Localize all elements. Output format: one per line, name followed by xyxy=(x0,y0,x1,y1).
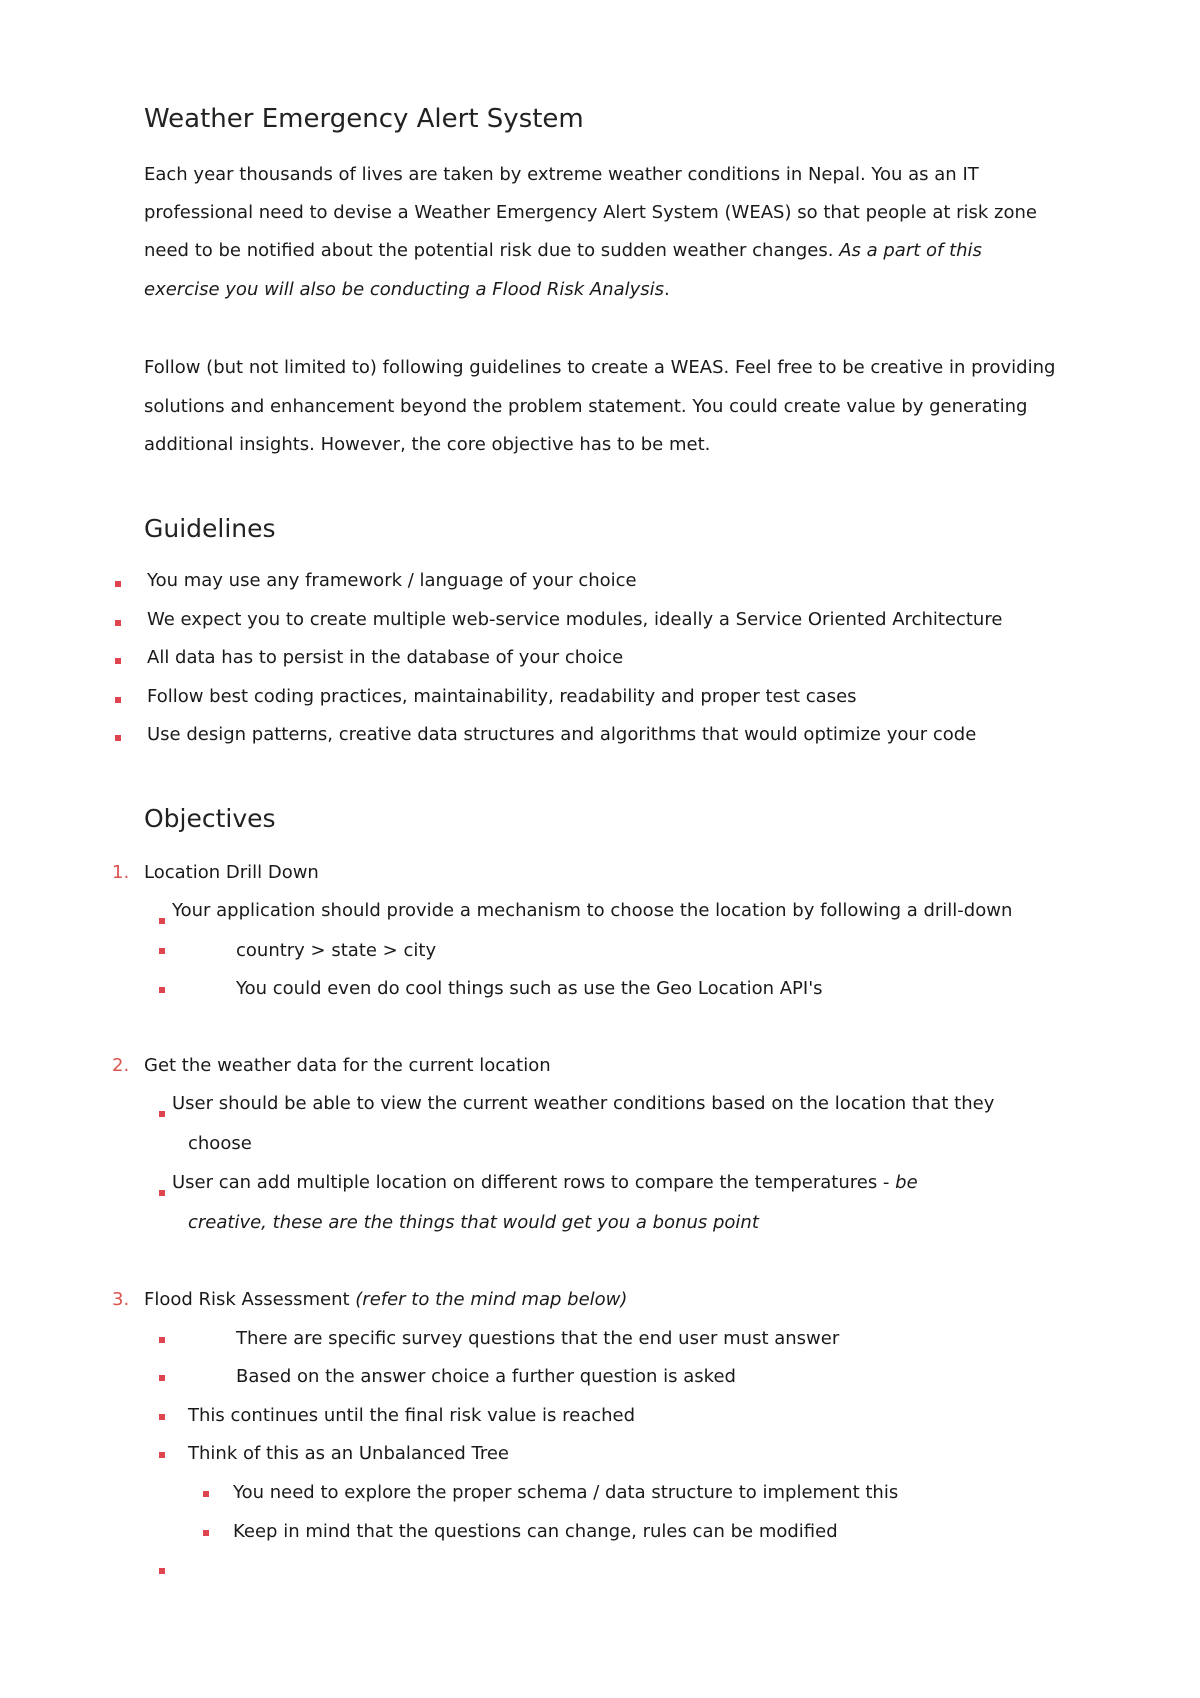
objective-bullet xyxy=(172,1172,918,1193)
objective-bullet: country > state > city xyxy=(236,940,437,961)
objective-number: 2. xyxy=(112,1055,130,1076)
bullet-icon xyxy=(159,1568,165,1574)
objective-title-text: Flood Risk Assessment xyxy=(144,1289,356,1310)
guidelines-heading: Guidelines xyxy=(144,514,276,543)
guideline-item: Use design patterns, creative data structures and algorithms that would optimize your code xyxy=(147,724,977,745)
intro-line-3-text: need to be notified about the potential risk due to sudden weather changes. xyxy=(144,240,840,261)
bullet-icon xyxy=(159,948,165,954)
objective-bullet-emphasis: be xyxy=(895,1172,918,1193)
objective-bullet-text: User can add multiple location on different rows to compare the temperatures - xyxy=(172,1172,896,1193)
intro-line-4 xyxy=(144,279,670,300)
bullet-icon xyxy=(115,581,121,587)
intro-line-2: professional need to devise a Weather Emergency Alert System (WEAS) so that people at risk zone xyxy=(144,202,1038,223)
objective-sub-bullet: You need to explore the proper schema / data structure to implement this xyxy=(233,1482,899,1503)
bullet-icon xyxy=(159,987,165,993)
bullet-icon xyxy=(115,620,121,626)
objective-bullet-continuation: choose xyxy=(188,1133,252,1154)
bullet-icon xyxy=(159,1375,165,1381)
intro-line-4-emphasis: exercise you will also be conducting a Flood Risk Analysis xyxy=(144,279,665,300)
intro-line-3 xyxy=(144,240,982,261)
intro-line-3-emphasis: As a part of this xyxy=(839,240,982,261)
document-title: Weather Emergency Alert System xyxy=(144,104,584,134)
objective-number: 1. xyxy=(112,862,130,883)
objective-bullet: Based on the answer choice a further question is asked xyxy=(236,1366,736,1387)
bullet-icon xyxy=(159,918,165,924)
guideline-item: All data has to persist in the database of your choice xyxy=(147,647,624,668)
objective-number: 3. xyxy=(112,1289,130,1310)
objective-bullet: This continues until the final risk value is reached xyxy=(188,1405,636,1426)
bullet-icon xyxy=(159,1111,165,1117)
intro-line-1: Each year thousands of lives are taken by extreme weather conditions in Nepal. You as an IT xyxy=(144,164,979,185)
guideline-item: You may use any framework / language of your choice xyxy=(147,570,637,591)
objective-title: Location Drill Down xyxy=(144,862,319,883)
objective-bullet: Think of this as an Unbalanced Tree xyxy=(188,1443,509,1464)
follow-line-3: additional insights. However, the core objective has to be met. xyxy=(144,434,711,455)
bullet-icon xyxy=(159,1190,165,1196)
objective-sub-bullet: Keep in mind that the questions can change, rules can be modified xyxy=(233,1521,838,1542)
follow-line-1: Follow (but not limited to) following guidelines to create a WEAS. Feel free to be creative in providing xyxy=(144,357,1056,378)
objective-title-emphasis: (refer to the mind map below) xyxy=(355,1289,628,1310)
objective-bullet-continuation: creative, these are the things that would get you a bonus point xyxy=(188,1212,759,1233)
follow-line-2: solutions and enhancement beyond the problem statement. You could create value by generating xyxy=(144,396,1028,417)
bullet-icon xyxy=(115,658,121,664)
bullet-icon xyxy=(159,1452,165,1458)
objective-bullet: There are specific survey questions that the end user must answer xyxy=(236,1328,840,1349)
objective-title xyxy=(144,1289,627,1310)
objective-title: Get the weather data for the current location xyxy=(144,1055,551,1076)
objective-bullet: Your application should provide a mechanism to choose the location by following a drill-down xyxy=(172,900,1013,921)
guideline-item: We expect you to create multiple web-service modules, ideally a Service Oriented Architecture xyxy=(147,609,1003,630)
bullet-icon xyxy=(203,1530,209,1536)
bullet-icon xyxy=(203,1491,209,1497)
guideline-item: Follow best coding practices, maintainability, readability and proper test cases xyxy=(147,686,857,707)
bullet-icon xyxy=(115,697,121,703)
objective-bullet: You could even do cool things such as use the Geo Location API's xyxy=(236,978,823,999)
bullet-icon xyxy=(159,1414,165,1420)
objectives-heading: Objectives xyxy=(144,804,276,833)
bullet-icon xyxy=(159,1337,165,1343)
objective-bullet: User should be able to view the current weather conditions based on the location that they xyxy=(172,1093,995,1114)
bullet-icon xyxy=(115,735,121,741)
intro-line-4-period: . xyxy=(664,279,670,300)
